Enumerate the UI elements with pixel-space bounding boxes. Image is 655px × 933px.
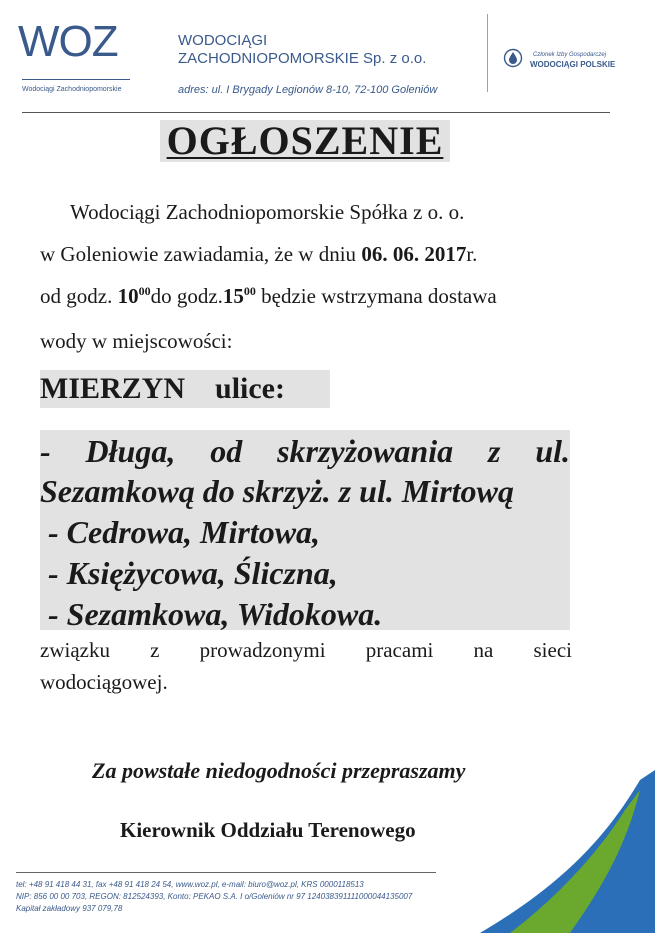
header-vertical-divider bbox=[487, 14, 488, 92]
reason-line-2: wodociągowej. bbox=[40, 670, 168, 694]
apology-text: Za powstałe niedogodności przepraszamy bbox=[92, 758, 466, 783]
intro-line-3-middle: do godz. bbox=[150, 284, 223, 308]
footer-contact: tel: +48 91 418 44 31, fax +48 91 418 24 54, www.woz.pl, e-mail: biuro@woz.pl, KRS 0000118513 bbox=[16, 880, 364, 889]
street-line-4: - Księżycowa, Śliczna, bbox=[48, 555, 338, 591]
badge-membership-text: Członek Izby Gospodarczej bbox=[533, 52, 607, 58]
footer-registry: NIP: 856 00 00 703, REGON: 812524393, Konto: PEKAO S.A. I o/Goleniów nr 97 124038391111000044135007 bbox=[16, 892, 413, 901]
time-to-hour: 15 bbox=[222, 284, 244, 308]
intro-line-2 bbox=[40, 241, 477, 267]
location-heading: MIERZYN ulice: bbox=[40, 370, 330, 408]
intro-line-1: Wodociągi Zachodniopomorskie Spółka z o. o. bbox=[70, 200, 465, 224]
company-name bbox=[178, 32, 426, 68]
signature: Kierownik Oddziału Terenowego bbox=[120, 818, 416, 842]
intro-line-2-text: w Goleniowie zawiadamia, że w dniu bbox=[40, 242, 362, 266]
company-address: adres: ul. I Brygady Legionów 8-10, 72-100 Goleniów bbox=[178, 84, 438, 96]
water-drop-icon bbox=[503, 48, 523, 68]
company-name-line1: WODOCIĄGI bbox=[178, 32, 268, 49]
intro-line-2-suffix: r. bbox=[466, 242, 478, 266]
decorative-swoosh-graphic bbox=[460, 770, 655, 933]
street-line-5: - Sezamkowa, Widokowa. bbox=[48, 596, 383, 632]
company-logo: WOZ bbox=[18, 17, 118, 66]
shutdown-date: 06. 06. 2017 bbox=[361, 242, 467, 266]
footer-divider bbox=[16, 872, 436, 873]
intro-line-3 bbox=[40, 283, 497, 309]
time-from-hour: 10 bbox=[117, 284, 139, 308]
street-line-2: Sezamkową do skrzyż. z ul. Mirtową bbox=[40, 473, 514, 509]
intro-line-3-text: od godz. bbox=[40, 284, 118, 308]
reason-line-1: związku z prowadzonymi pracami na sieci bbox=[40, 638, 572, 662]
time-to-minutes: 00 bbox=[243, 284, 256, 298]
street-line-3: - Cedrowa, Mirtowa, bbox=[48, 514, 321, 550]
street-line-1: - Długa, od skrzyżowania z ul. bbox=[40, 433, 570, 469]
logo-divider bbox=[22, 79, 130, 80]
announcement-title: OGŁOSZENIE bbox=[160, 120, 450, 162]
badge-organization-name: WODOCIĄGI POLSKIE bbox=[530, 60, 616, 69]
intro-line-3-end: będzie wstrzymana dostawa bbox=[255, 284, 497, 308]
intro-line-4: wody w miejscowości: bbox=[40, 329, 233, 353]
logo-subtitle: Wodociągi Zachodniopomorskie bbox=[22, 86, 122, 93]
footer-capital: Kapitał zakładowy 937 079,78 bbox=[16, 904, 123, 913]
header-divider bbox=[22, 112, 610, 113]
time-to bbox=[223, 284, 256, 308]
company-name-line2: ZACHODNIOPOMORSKIE Sp. z o.o. bbox=[178, 50, 427, 67]
time-from bbox=[118, 284, 151, 308]
time-from-minutes: 00 bbox=[138, 284, 151, 298]
